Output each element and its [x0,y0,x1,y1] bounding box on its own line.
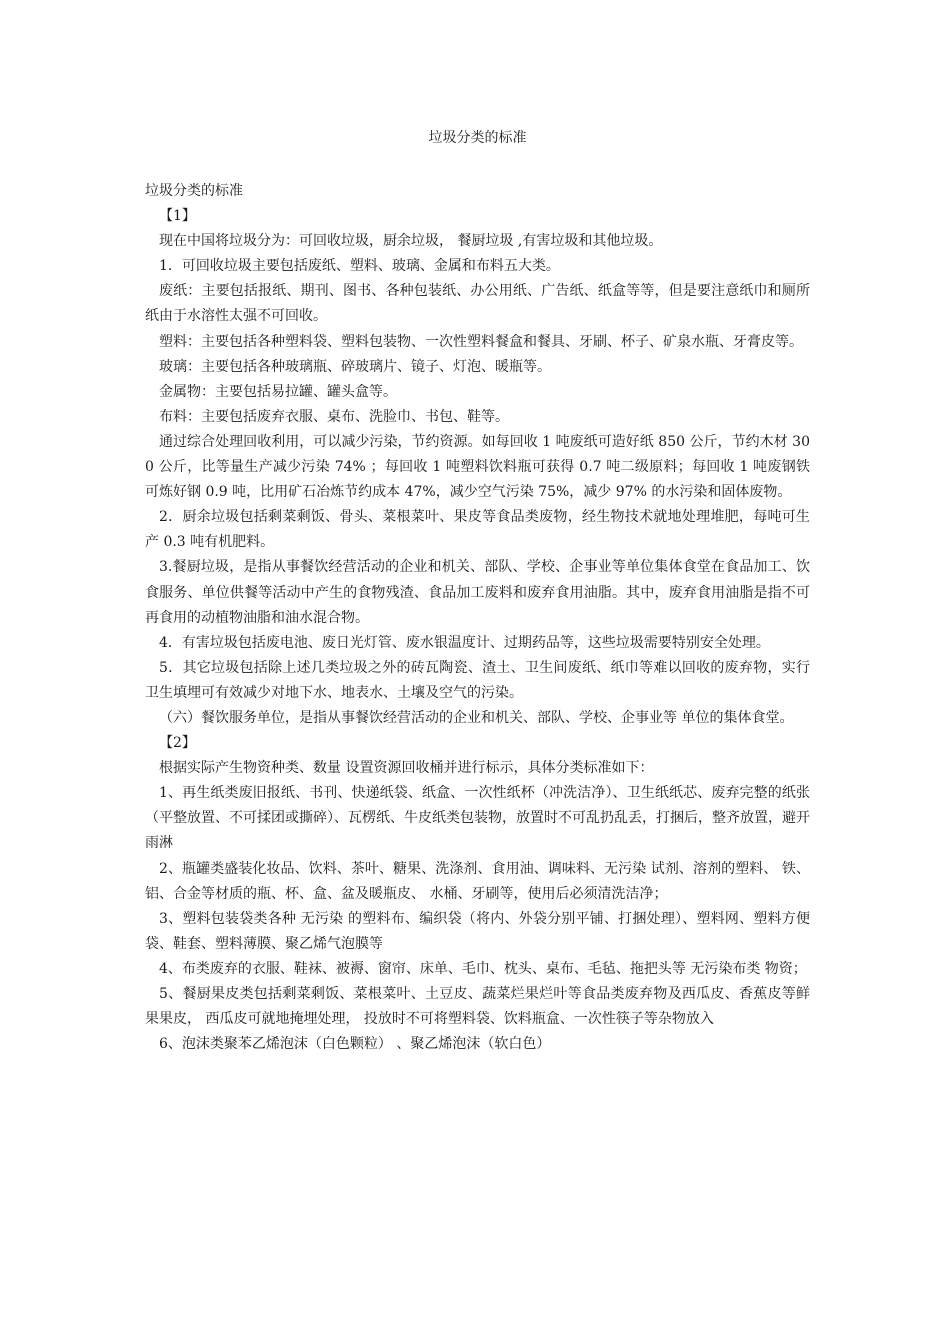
document-subtitle: 垃圾分类的标准 [145,183,243,199]
paragraph: 3.餐厨垃圾，是指从事餐饮经营活动的企业和机关、部队、学校、企事业等单位集体食堂在食品加工、饮食服务、单位供餐等活动中产生的食物残渣、食品加工废料和废弃食用油脂。其中，废弃食用油脂是指不可再食用的动植物油脂和油水混合物。 [145,559,810,626]
paragraph: 5、餐厨果皮类包括剩菜剩饭、菜根菜叶、土豆皮、蔬菜烂果烂叶等食品类废弃物及西瓜皮、香蕉皮等鲜果果皮， 西瓜皮可就地掩埋处理， 投放时不可将塑料袋、饮料瓶盒、一次性筷子等杂物放入 [145,986,810,1028]
document-body [145,179,810,1057]
paragraph: （六）餐饮服务单位，是指从事餐饮经营活动的企业和机关、部队、学校、企事业等 单位的集体食堂。 [159,709,794,726]
paragraph: 玻璃：主要包括各种玻璃瓶、碎玻璃片、镜子、灯泡、暖瓶等。 [159,358,551,375]
paragraph: 通过综合处理回收利用，可以减少污染，节约资源。如每回收 1 吨废纸可造好纸 850 公斤，节约木材 300 公斤，比等量生产减少污染 74% ；每回收 1 吨塑料饮料瓶可获得 0.7 吨二级原料；每回收 1 吨废钢铁可炼好钢 0.9 吨，比用矿石冶炼节约成本 47%，减少空气污染 75%，减少 97% 的水污染和固体废物。 [145,433,810,501]
paragraph: 4、布类废弃的衣服、鞋袜、被褥、窗帘、床单、毛巾、枕头、桌布、毛毡、拖把头等 无污染布类 物资； [159,960,807,977]
section-marker-2: 【2】 [159,735,196,752]
paragraph: 3、塑料包装袋类各种 无污染 的塑料布、编织袋（将内、外袋分别平铺、打捆处理）、塑料网、塑料方便袋、鞋套、塑料薄膜、聚乙烯气泡膜等 [145,910,810,952]
document-title: 垃圾分类的标准 [428,130,527,146]
paragraph: 5．其它垃圾包括除上述几类垃圾之外的砖瓦陶瓷、渣土、卫生间废纸、纸巾等难以回收的废弃物，实行卫生填埋可有效减少对地下水、地表水、土壤及空气的污染。 [145,659,810,701]
paragraph: 塑料：主要包括各种塑料袋、塑料包装物、一次性塑料餐盒和餐具、牙刷、杯子、矿泉水瓶、牙膏皮等。 [159,333,803,350]
paragraph: 2、瓶罐类盛装化妆品、饮料、茶叶、糖果、洗涤剂、食用油、调味料、无污染 试剂、溶剂的塑料、 铁、铝、合金等材质的瓶、杯、盒、盆及暖瓶皮、 水桶、牙刷等，使用后必须清洗洁净； [145,860,810,902]
paragraph: 布料：主要包括废弃衣服、桌布、洗脸巾、书包、鞋等。 [159,408,509,425]
paragraph: 废纸：主要包括报纸、期刊、图书、各种包装纸、办公用纸、广告纸、纸盒等等，但是要注意纸巾和厕所纸由于水溶性太强不可回收。 [145,283,810,325]
paragraph: 6、泡沫类聚苯乙烯泡沫（白色颗粒） 、聚乙烯泡沫（软白色） [159,1036,551,1053]
paragraph: 现在中国将垃圾分为：可回收垃圾，厨余垃圾， 餐厨垃圾 ,有害垃圾和其他垃圾。 [159,233,663,250]
paragraph: 1、再生纸类废旧报纸、书刊、快递纸袋、纸盒、一次性纸杯（冲洗洁净）、卫生纸纸芯、废弃完整的纸张（平整放置、不可揉团或撕碎）、瓦楞纸、牛皮纸类包装物，放置时不可乱扔乱丢，打捆后，整齐放置，避开雨淋 [145,785,810,852]
paragraph: 2．厨余垃圾包括剩菜剩饭、骨头、菜根菜叶、果皮等食品类废物，经生物技术就地处理堆肥，每吨可生产 0.3 吨有机肥料。 [145,509,810,551]
paragraph: 金属物：主要包括易拉罐、罐头盒等。 [159,383,397,400]
section-marker-1: 【1】 [159,208,196,225]
paragraph: 4．有害垃圾包括废电池、废日光灯管、废水银温度计、过期药品等，这些垃圾需要特别安全处理。 [159,634,770,651]
paragraph: 根据实际产生物资种类、数量 设置资源回收桶并进行标示，具体分类标准如下： [159,760,654,777]
paragraph: 1．可回收垃圾主要包括废纸、塑料、玻璃、金属和布料五大类。 [159,258,560,275]
